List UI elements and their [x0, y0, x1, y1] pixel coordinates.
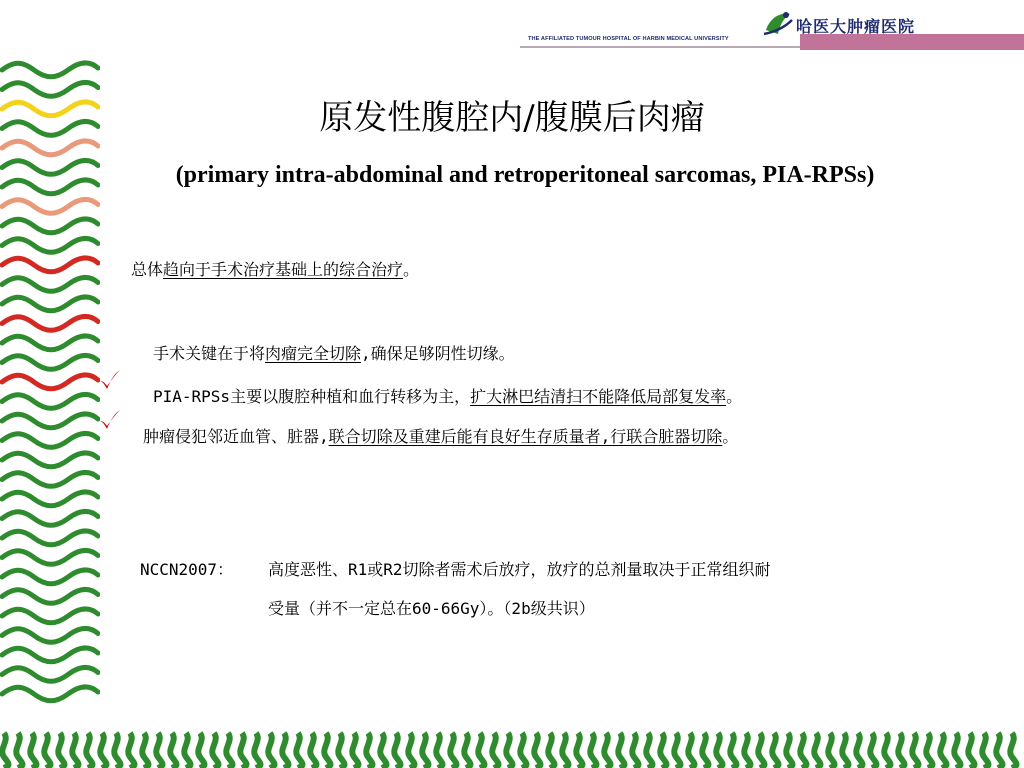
wave-stroke	[2, 492, 98, 506]
metastasis-end: 。	[726, 387, 743, 406]
invasion-text: 肿瘤侵犯邻近血管、脏器,	[143, 427, 329, 446]
wave-stroke	[2, 433, 98, 447]
nccn-label: NCCN2007：	[140, 560, 234, 579]
wave-stroke	[2, 394, 98, 408]
bottom-wave-border	[0, 731, 1024, 768]
checkmark-icon	[98, 368, 122, 392]
metastasis-text: PIA-RPSs主要以腹腔种植和血行转移为主，	[153, 387, 471, 406]
checkmark-icon	[98, 408, 122, 432]
nccn-text-line1: 高度恶性、R1或R2切除者需术后放疗，放疗的总剂量取决于正常组织耐	[268, 560, 771, 579]
wave-stroke	[2, 238, 98, 252]
invasion-end: 。	[722, 427, 739, 446]
invasion-line	[143, 425, 738, 449]
hospital-name-cn: 哈医大肿瘤医院	[796, 17, 916, 36]
wave-stroke	[2, 589, 98, 603]
surgery-key-text: 手术关键在于将	[153, 344, 266, 363]
header-rule	[520, 46, 805, 48]
wave-stroke	[2, 667, 98, 681]
slide-title: 原发性腹腔内/腹膜后肉瘤	[319, 98, 705, 138]
wave-stroke	[2, 609, 98, 623]
wave-stroke	[2, 628, 98, 642]
summary-paragraph	[131, 258, 419, 282]
wave-stroke	[2, 316, 98, 330]
wave-stroke	[2, 199, 98, 213]
nccn-text-line2: 受量（并不一定总在60-66Gy）。（2b级共识）	[268, 599, 595, 618]
wave-stroke	[2, 375, 98, 389]
wave-stroke	[2, 648, 98, 662]
wave-stroke	[2, 453, 98, 467]
wave-stroke	[2, 219, 98, 233]
invasion-underlined: 联合切除及重建后能有良好生存质量者,行联合脏器切除	[328, 427, 723, 446]
slide-subtitle: (primary intra-abdominal and retroperitoneal sarcomas, PIA-RPSs)	[175, 162, 875, 188]
hospital-name-en: THE AFFILIATED TUMOUR HOSPITAL OF HARBIN MEDICAL UNIVERSITY	[528, 36, 729, 42]
wave-stroke	[2, 336, 98, 350]
wave-stroke	[2, 531, 98, 545]
wave-stroke	[2, 511, 98, 525]
summary-text: 总体	[131, 260, 164, 279]
wave-stroke	[2, 277, 98, 291]
metastasis-underlined: 扩大淋巴结清扫不能降低局部复发率	[470, 387, 727, 406]
metastasis-line	[153, 385, 742, 409]
wave-stroke	[2, 63, 98, 77]
hospital-logo	[760, 6, 796, 42]
wave-stroke	[2, 550, 98, 564]
wave-stroke	[2, 414, 98, 428]
summary-underlined: 趋向于手术治疗基础上的综合治疗	[163, 260, 404, 279]
wave-stroke	[2, 472, 98, 486]
wave-stroke	[2, 570, 98, 584]
summary-end: 。	[403, 260, 420, 279]
surgery-key-line	[153, 342, 515, 366]
wave-stroke	[2, 355, 98, 369]
surgery-key-underlined: 肉瘤完全切除	[265, 344, 362, 363]
wave-stroke	[2, 297, 98, 311]
wave-stroke	[2, 258, 98, 272]
wave-stroke	[2, 687, 98, 701]
surgery-key-end: ,确保足够阴性切缘。	[361, 344, 515, 363]
